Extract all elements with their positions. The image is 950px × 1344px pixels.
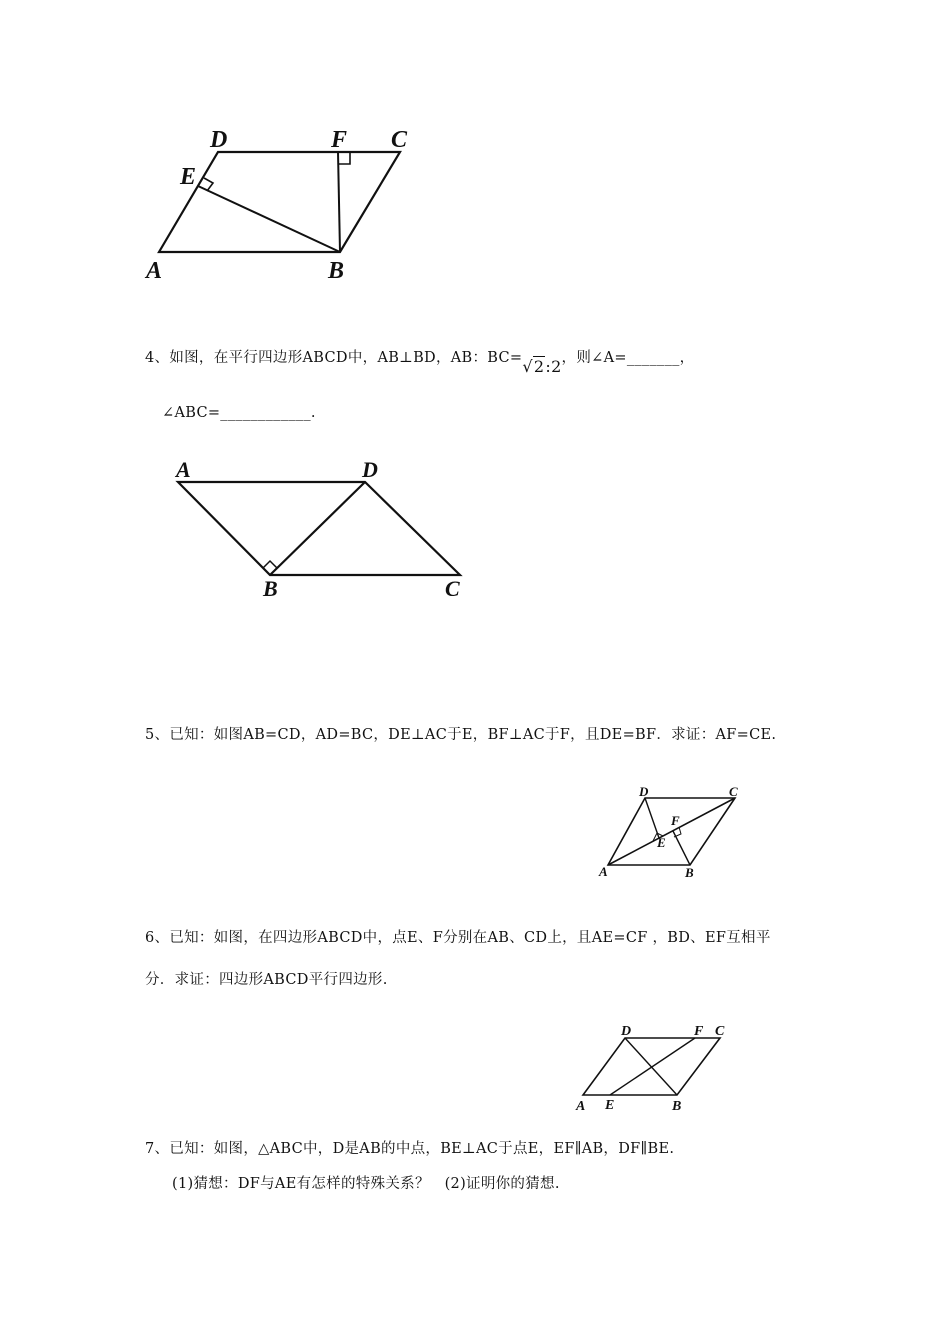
label-d-q5: D bbox=[639, 784, 649, 799]
q4-line2: ∠ABC=____________. bbox=[162, 405, 316, 421]
figure-top bbox=[140, 120, 440, 290]
figure-q4 bbox=[170, 455, 480, 605]
q6-line1: 6、已知：如图，在四边形ABCD中，点E、F分别在AB、CD上，且AE=CF ，BD、EF互相平 bbox=[145, 930, 771, 946]
label-b-q5: B bbox=[685, 865, 694, 880]
ratio-rest: :2 bbox=[545, 357, 562, 376]
q5-text: 5、已知：如图AB=CD，AD=BC，DE⊥AC于E，BF⊥AC于F，且DE=BF．求证：AF=CE. bbox=[145, 727, 777, 743]
q7-line1: 7、已知：如图，△ABC中，D是AB的中点，BE⊥AC于点E，EF∥AB，DF∥BE. bbox=[145, 1141, 675, 1157]
label-b-q4: B bbox=[263, 576, 278, 601]
label-e-q5: E bbox=[657, 835, 666, 850]
label-b-q6: B bbox=[672, 1099, 682, 1114]
segment-de bbox=[645, 798, 659, 838]
label-a: A bbox=[146, 258, 163, 284]
q4-line1 bbox=[145, 346, 695, 376]
label-a-q6: A bbox=[576, 1099, 586, 1114]
figure-q6 bbox=[570, 1020, 740, 1115]
segment-eb bbox=[198, 186, 340, 252]
label-c: C bbox=[391, 127, 408, 153]
label-e: E bbox=[180, 164, 197, 190]
figure-q5 bbox=[595, 780, 755, 885]
label-b: B bbox=[328, 258, 345, 284]
segment-fb bbox=[338, 152, 340, 252]
label-c-q5: C bbox=[729, 784, 738, 799]
q6-line2: 分．求证：四边形ABCD平行四边形. bbox=[145, 972, 388, 988]
right-angle-mark-f bbox=[338, 152, 350, 164]
sqrt-arg: 2 bbox=[533, 357, 545, 376]
diagonal-bd bbox=[625, 1038, 677, 1095]
q7-line2: (1)猜想：DF与AE有怎样的特殊关系？ (2)证明你的猜想. bbox=[172, 1176, 560, 1192]
segment-bd bbox=[270, 482, 365, 575]
label-d-q6: D bbox=[621, 1024, 632, 1039]
label-c-q6: C bbox=[715, 1024, 725, 1039]
q4-line1-suffix: ，则∠A=_______， bbox=[561, 350, 695, 366]
q4-line1-prefix: 4、如图，在平行四边形ABCD中，AB⊥BD，AB：BC= bbox=[145, 350, 523, 366]
label-e-q6: E bbox=[605, 1098, 615, 1113]
label-d-q4: D bbox=[362, 457, 378, 482]
segment-ef bbox=[610, 1038, 695, 1095]
sqrt-radical-icon: √ bbox=[522, 357, 533, 376]
label-f-q5: F bbox=[671, 813, 680, 828]
right-angle-mark-b bbox=[263, 561, 277, 568]
label-d: D bbox=[210, 127, 228, 153]
label-a-q5: A bbox=[599, 864, 608, 879]
sqrt-ratio bbox=[522, 357, 561, 376]
label-a-q4: A bbox=[176, 457, 191, 482]
label-f-q6: F bbox=[694, 1024, 704, 1039]
label-c-q4: C bbox=[445, 576, 460, 601]
label-f: F bbox=[331, 127, 348, 153]
